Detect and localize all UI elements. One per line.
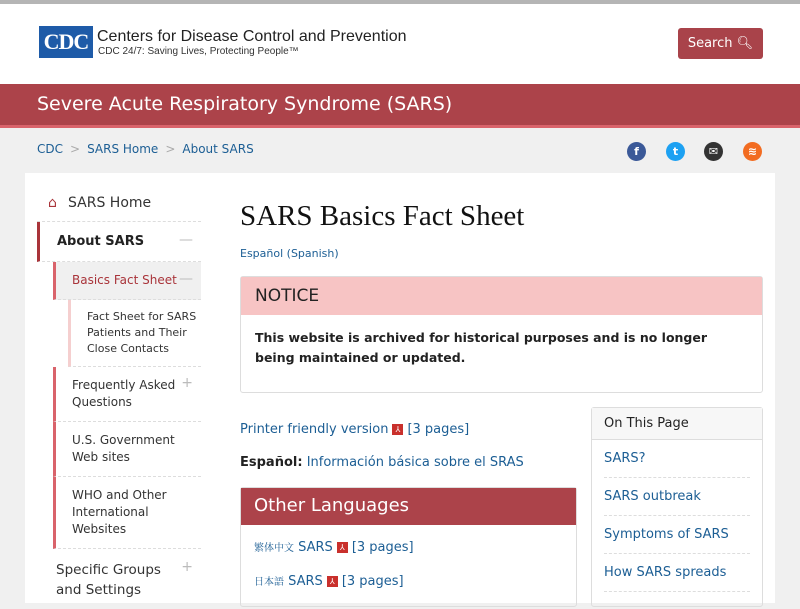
sidebar-label: SARS Home	[68, 195, 152, 211]
notice-box	[240, 276, 763, 393]
twitter-icon[interactable]: t	[666, 142, 685, 161]
other-languages-title: Other Languages	[241, 488, 576, 525]
email-icon[interactable]: ✉	[704, 142, 723, 161]
link-text: SARS	[298, 540, 333, 555]
japanese-sars-link[interactable]	[254, 574, 323, 589]
search-icon: 🔍︎	[736, 36, 754, 51]
home-icon: ⌂	[48, 195, 57, 211]
sidebar-item-basics-fact-sheet[interactable]	[53, 262, 201, 300]
spanish-link[interactable]: Español (Spanish)	[240, 247, 339, 260]
breadcrumb-cdc[interactable]: CDC	[37, 142, 63, 156]
spanish-label: Español:	[240, 455, 303, 470]
site-banner	[0, 84, 800, 128]
sidebar-label: Frequently Asked Questions	[72, 378, 176, 409]
notice-title: NOTICE	[241, 277, 762, 315]
page-title: SARS Basics Fact Sheet	[240, 200, 525, 232]
org-name: Centers for Disease Control and Prevention	[97, 28, 407, 45]
sidebar-item-fact-sheet-patients[interactable]	[68, 300, 201, 367]
page-count: [3 pages]	[341, 574, 404, 589]
sidebar-item-faq[interactable]	[53, 367, 201, 422]
printer-row	[240, 422, 469, 437]
sidebar-item-us-government[interactable]	[53, 422, 201, 477]
page-count: [3 pages]	[351, 540, 414, 555]
plus-icon[interactable]: +	[181, 559, 193, 575]
printer-friendly-link[interactable]: Printer friendly version	[240, 422, 389, 437]
sidebar-label: About SARS	[57, 234, 145, 249]
banner-title: Severe Acute Respiratory Syndrome (SARS)	[37, 93, 453, 115]
on-this-page-link[interactable]: How SARS spreads	[604, 554, 750, 592]
pdf-icon: ⅄	[337, 542, 348, 553]
language-item	[241, 555, 576, 589]
chinese-sars-link[interactable]	[254, 540, 333, 555]
on-this-page-box	[591, 407, 763, 607]
breadcrumb-about-sars[interactable]: About SARS	[182, 142, 254, 156]
minus-icon[interactable]: —	[179, 271, 193, 287]
pdf-icon: ⅄	[392, 424, 403, 435]
sidebar-label: Specific Groups and Settings	[56, 562, 161, 598]
on-this-page-link[interactable]: SARS?	[604, 440, 750, 478]
minus-icon[interactable]: —	[179, 232, 193, 248]
breadcrumb-sars-home[interactable]: SARS Home	[87, 142, 159, 156]
sidebar-label: U.S. Government Web sites	[72, 433, 175, 464]
link-text: SARS	[288, 574, 323, 589]
search-button[interactable]	[678, 28, 763, 59]
other-languages-box	[240, 487, 577, 607]
language-name: 日本語	[254, 577, 284, 588]
notice-body: This website is archived for historical purposes and is no longer being maintained or updated.	[255, 330, 708, 365]
on-this-page-link[interactable]: Symptoms of SARS	[604, 516, 750, 554]
page-count: [3 pages]	[407, 422, 470, 437]
on-this-page-title: On This Page	[592, 408, 762, 440]
pdf-icon: ⅄	[327, 576, 338, 587]
language-name: 繁体中文	[254, 543, 294, 554]
sidebar-label: Basics Fact Sheet	[72, 273, 177, 287]
plus-icon[interactable]: +	[181, 375, 193, 391]
breadcrumb: CDC > SARS Home > About SARS	[37, 142, 254, 156]
cdc-logo[interactable]: CDC	[39, 26, 93, 58]
syndication-icon[interactable]: ≋	[743, 142, 762, 161]
sidebar-item-specific-groups[interactable]	[37, 549, 201, 609]
tagline: CDC 24/7: Saving Lives, Protecting People™	[98, 46, 299, 57]
on-this-page-link[interactable]: SARS outbreak	[604, 478, 750, 516]
sidebar-item-who[interactable]	[53, 477, 201, 549]
spanish-row	[240, 455, 524, 470]
spanish-info-link[interactable]: Información básica sobre el SRAS	[306, 455, 524, 470]
facebook-icon[interactable]: f	[627, 142, 646, 161]
sidebar-label: Fact Sheet for SARS Patients and Their Close Contacts	[87, 310, 197, 355]
sidebar-label: WHO and Other International Websites	[72, 488, 167, 536]
sidebar-item-sars-home[interactable]	[37, 188, 201, 222]
search-label: Search	[687, 36, 733, 51]
language-item	[241, 525, 576, 555]
sidebar-item-about-sars[interactable]	[37, 222, 201, 262]
